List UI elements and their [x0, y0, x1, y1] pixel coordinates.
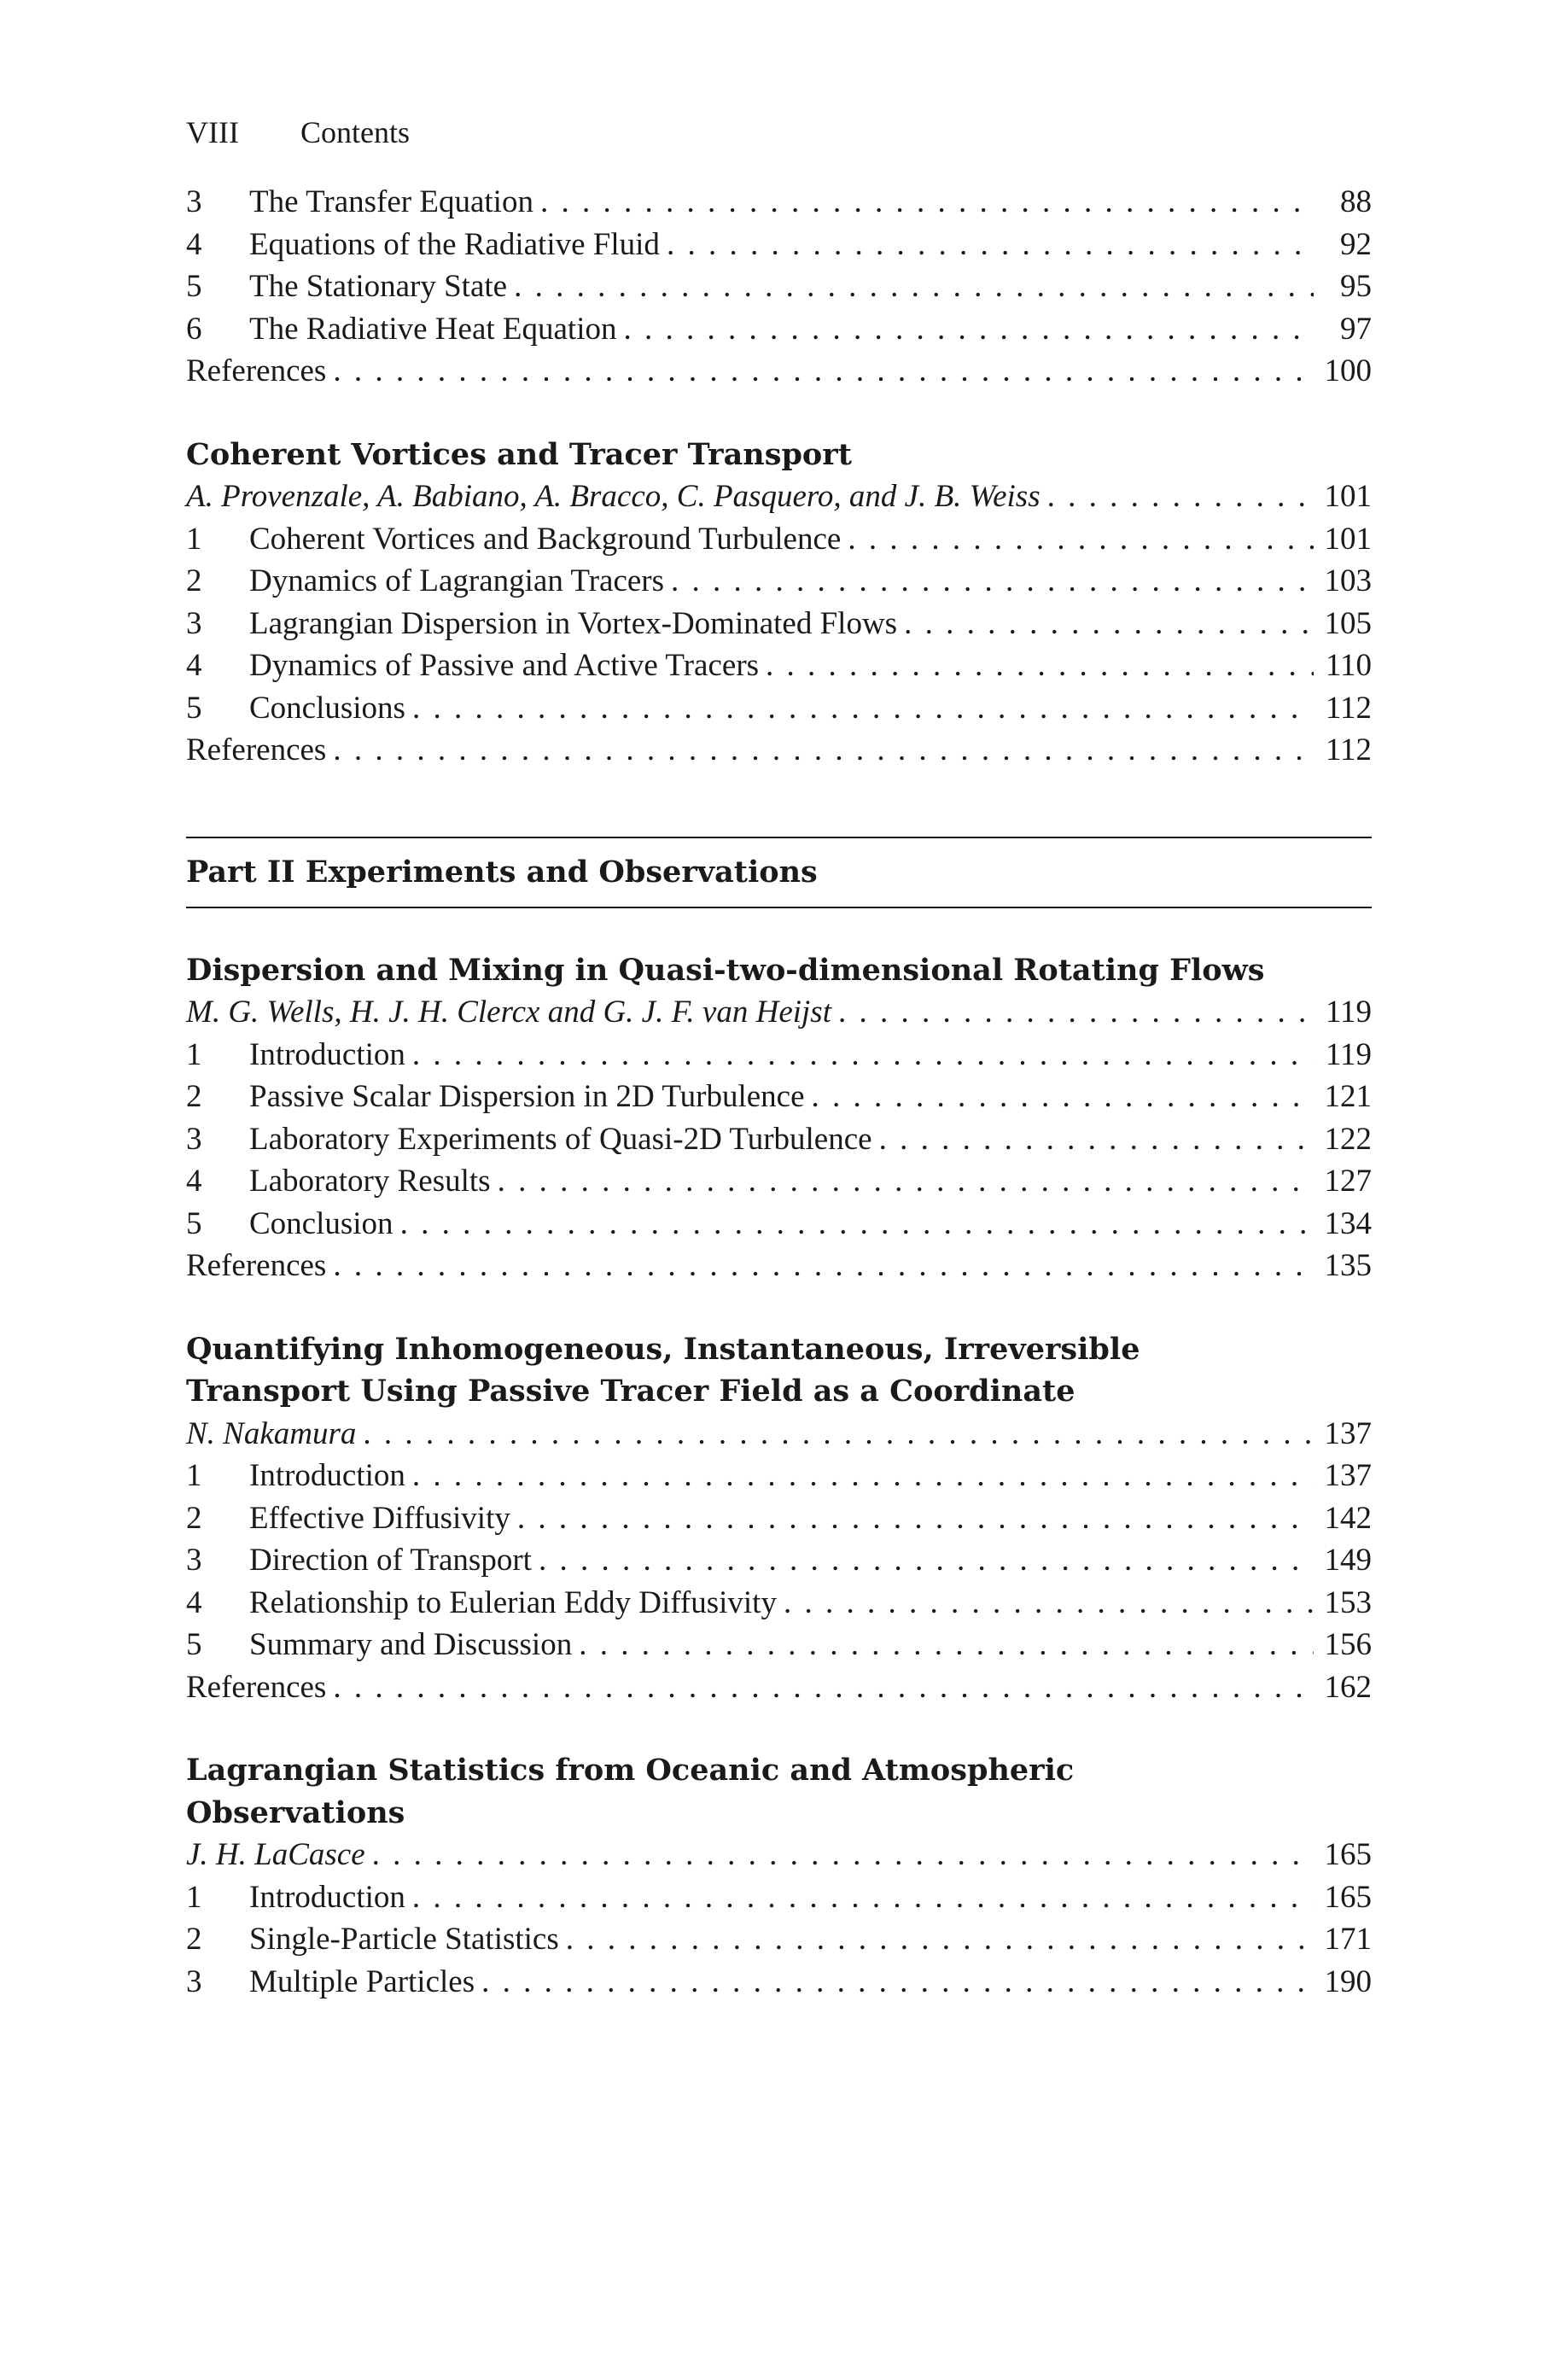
page-number: 135 [1324, 1248, 1372, 1283]
section-number: 2 [186, 1922, 202, 1957]
chapter-title[interactable]: Lagrangian Statistics from Oceanic and Atmospheric Observations [186, 1753, 1075, 1830]
section-title: Laboratory Results [249, 1164, 491, 1199]
page-number: 162 [1324, 1669, 1372, 1705]
toc-page [186, 111, 1372, 2003]
page-number: 190 [1324, 1963, 1372, 1999]
section-number: 4 [186, 1164, 202, 1199]
page-number: 171 [1324, 1922, 1372, 1957]
toc-entry[interactable] [186, 1497, 1372, 1540]
toc-entry[interactable] [186, 560, 1372, 603]
page-number: 105 [1324, 605, 1372, 641]
section-number: 3 [186, 605, 202, 641]
chapter-title[interactable]: Quantifying Inhomogeneous, Instantaneous, Irreversible Transport Using Passive Tracer Field as a Coordinate [186, 1331, 1140, 1409]
section-title: Multiple Particles [249, 1963, 475, 1999]
toc-entry[interactable] [186, 1160, 1372, 1203]
page-number: 165 [1324, 1837, 1372, 1872]
page-number: 137 [1324, 1415, 1372, 1451]
references-label: References [186, 1248, 327, 1283]
section-number: 3 [186, 1121, 202, 1157]
section-number: 4 [186, 648, 202, 683]
chapter-radiative-continued [186, 181, 1372, 393]
section-title: Effective Diffusivity [249, 1500, 510, 1536]
section-number: 1 [186, 521, 202, 557]
toc-entry[interactable] [186, 1203, 1372, 1246]
page-number: 100 [1324, 353, 1372, 388]
section-number: 2 [186, 563, 202, 598]
chapter-title[interactable]: Coherent Vortices and Tracer Transport [186, 436, 852, 472]
page-number: 119 [1325, 1036, 1372, 1072]
toc-entry[interactable] [186, 518, 1372, 561]
toc-entry[interactable] [186, 603, 1372, 645]
toc-references[interactable] [186, 729, 1372, 772]
page-number: 134 [1324, 1205, 1372, 1241]
toc-entry[interactable] [186, 1455, 1372, 1497]
chapter-quantifying-transport [186, 1328, 1372, 1709]
toc-entry[interactable] [186, 1961, 1372, 2004]
toc-entry[interactable] [186, 224, 1372, 266]
section-number: 4 [186, 226, 202, 262]
section-number: 1 [186, 1458, 202, 1493]
section-number: 2 [186, 1079, 202, 1114]
toc-entry[interactable] [186, 308, 1372, 351]
toc-entry[interactable] [186, 645, 1372, 687]
part-heading[interactable]: Part II Experiments and Observations [186, 837, 1372, 908]
page-number: 153 [1324, 1584, 1372, 1620]
toc-entry[interactable] [186, 181, 1372, 224]
page-number: 101 [1324, 521, 1372, 557]
section-title: Laboratory Experiments of Quasi-2D Turbulence [249, 1121, 872, 1157]
chapter-coherent-vortices [186, 434, 1372, 772]
toc-entry[interactable] [186, 1076, 1372, 1118]
section-title: Introduction [249, 1036, 405, 1072]
page-number: 165 [1324, 1879, 1372, 1915]
section-title: Coherent Vortices and Background Turbulence [249, 521, 842, 557]
section-number: 3 [186, 184, 202, 219]
header-title: Contents [300, 115, 411, 149]
chapter-dispersion-mixing [186, 949, 1372, 1287]
section-number: 6 [186, 311, 202, 347]
page-number: 101 [1324, 479, 1372, 514]
section-title: Introduction [249, 1879, 405, 1915]
page-number: 92 [1340, 226, 1372, 262]
authors-label: A. Provenzale, A. Babiano, A. Bracco, C. Pasquero, and J. B. Weiss [186, 479, 1040, 514]
section-title: Conclusion [249, 1205, 393, 1241]
page-number: 156 [1324, 1627, 1372, 1662]
section-title: Dynamics of Passive and Active Tracers [249, 648, 760, 683]
section-title: Single-Particle Statistics [249, 1922, 559, 1957]
section-title: The Radiative Heat Equation [249, 311, 617, 347]
references-label: References [186, 732, 327, 767]
page-number: 119 [1325, 995, 1372, 1030]
section-number: 1 [186, 1036, 202, 1072]
chapter-authors[interactable] [186, 476, 1372, 518]
section-title: Lagrangian Dispersion in Vortex-Dominated Flows [249, 605, 898, 641]
section-number: 5 [186, 690, 202, 726]
chapter-authors[interactable] [186, 1834, 1372, 1876]
page-number: 112 [1325, 732, 1372, 767]
section-title: Direction of Transport [249, 1543, 532, 1578]
page-number: 95 [1340, 269, 1372, 304]
page-number: 142 [1324, 1500, 1372, 1536]
section-number: 5 [186, 1205, 202, 1241]
page-number: 112 [1325, 690, 1372, 726]
toc-entry[interactable] [186, 1034, 1372, 1077]
references-label: References [186, 1669, 327, 1705]
section-title: Equations of the Radiative Fluid [249, 226, 660, 262]
references-label: References [186, 353, 327, 388]
toc-entry[interactable] [186, 1624, 1372, 1666]
page-number: 137 [1324, 1458, 1372, 1493]
section-number: 3 [186, 1543, 202, 1578]
page-number: 149 [1324, 1543, 1372, 1578]
section-number: 5 [186, 269, 202, 304]
page-number: 127 [1324, 1164, 1372, 1199]
chapter-authors[interactable] [186, 991, 1372, 1034]
section-number: 3 [186, 1963, 202, 1999]
section-title: Dynamics of Lagrangian Tracers [249, 563, 665, 598]
section-number: 4 [186, 1584, 202, 1620]
section-title: The Stationary State [249, 269, 508, 304]
page-number: 103 [1324, 563, 1372, 598]
section-number: 2 [186, 1500, 202, 1536]
section-title: Conclusions [249, 690, 405, 726]
authors-label: J. H. LaCasce [186, 1837, 365, 1872]
section-number: 1 [186, 1879, 202, 1915]
authors-label: N. Nakamura [186, 1415, 357, 1451]
toc-entry[interactable] [186, 1876, 1372, 1919]
toc-entry[interactable] [186, 265, 1372, 308]
section-title: The Transfer Equation [249, 184, 533, 219]
running-header [186, 111, 1372, 154]
toc-entry[interactable] [186, 1582, 1372, 1625]
toc-entry[interactable] [186, 1539, 1372, 1582]
chapter-title[interactable]: Dispersion and Mixing in Quasi-two-dimensional Rotating Flows [186, 952, 1265, 988]
header-page-number: VIII [186, 115, 239, 149]
section-title: Relationship to Eulerian Eddy Diffusivity [249, 1584, 777, 1620]
toc-references[interactable] [186, 1666, 1372, 1709]
page-number: 122 [1324, 1121, 1372, 1157]
section-number: 5 [186, 1627, 202, 1662]
toc-entry[interactable] [186, 1118, 1372, 1161]
section-title: Summary and Discussion [249, 1627, 573, 1662]
authors-label: M. G. Wells, H. J. H. Clercx and G. J. F. van Heijst [186, 995, 831, 1030]
toc-references[interactable] [186, 350, 1372, 393]
chapter-authors[interactable] [186, 1413, 1372, 1456]
toc-entry[interactable] [186, 1918, 1372, 1961]
page-number: 110 [1325, 648, 1372, 683]
toc-references[interactable] [186, 1245, 1372, 1287]
page-number: 97 [1340, 311, 1372, 347]
section-title: Passive Scalar Dispersion in 2D Turbulence [249, 1079, 805, 1114]
toc-entry[interactable] [186, 687, 1372, 730]
page-number: 88 [1340, 184, 1372, 219]
chapter-lagrangian-statistics [186, 1749, 1372, 2003]
page-number: 121 [1324, 1079, 1372, 1114]
section-title: Introduction [249, 1458, 405, 1493]
